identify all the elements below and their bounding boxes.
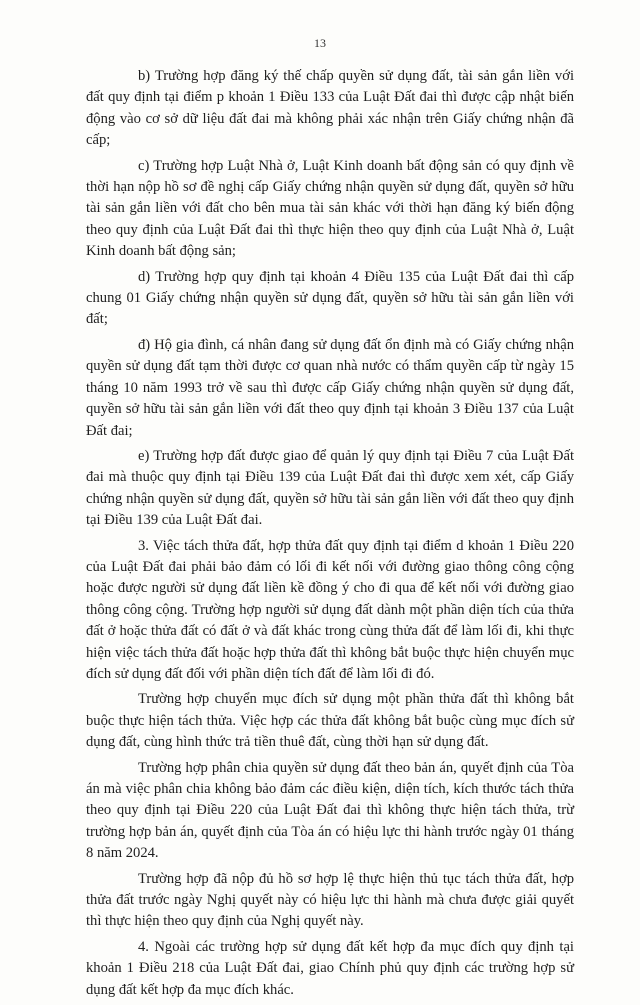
paragraph-3: 3. Việc tách thửa đất, hợp thửa đất quy định tại điểm d khoản 1 Điều 220 của Luật Đất đai phải bảo đảm có lối đi kết nối với đường giao thông công cộng hoặc được người sử dụng đất liền kề đồng ý cho đi qua để kết nối với đường giao thông công cộng. Trường hợp người sử dụng đất dành một phần diện tích của thửa đất ở hoặc thửa đất có đất ở và đất khác trong cùng thửa đất để làm lối đi, khi thực hiện việc tách thửa đất hoặc hợp thửa đất thì không bắt buộc thực hiện chuyển mục đích sử dụng đất đối với phần diện tích đất để làm lối đi đó. — [86, 537, 574, 682]
paragraph-3-part-4: Trường hợp đã nộp đủ hồ sơ hợp lệ thực hiện thủ tục tách thửa đất, hợp thửa đất trước ngày Nghị quyết này có hiệu lực thi hành mà chưa được giải quyết thì thực hiện theo quy định của Nghị quyết này. — [86, 870, 574, 930]
paragraph-b: b) Trường hợp đăng ký thế chấp quyền sử dụng đất, tài sản gắn liền với đất quy định tại điểm p khoản 1 Điều 133 của Luật Đất đai thì được cập nhật biến động vào cơ sở dữ liệu đất đai mà không phải xác nhận trên Giấy chứng nhận đã cấp; — [86, 68, 574, 149]
paragraph-3-part-2: Trường hợp chuyển mục đích sử dụng một phần thửa đất thì không bắt buộc thực hiện tách thửa. Việc hợp các thửa đất không bắt buộc cùng mục đích sử dụng đất, cùng hình thức trả tiền thuê đất, cùng thời hạn sử dụng đất. — [86, 691, 574, 751]
paragraph-3-part-3: Trường hợp phân chia quyền sử dụng đất theo bản án, quyết định của Tòa án mà việc phân chia không bảo đảm các điều kiện, diện tích, kích thước tách thửa theo quy định tại Điều 220 của Luật Đất đai thì không thực hiện tách thửa, trừ trường hợp bản án, quyết định của Tòa án có hiệu lực thi hành trước ngày 01 tháng 8 năm 2024. — [86, 759, 574, 862]
paragraph-c: c) Trường hợp Luật Nhà ở, Luật Kinh doanh bất động sản có quy định về thời hạn nộp hồ sơ đề nghị cấp Giấy chứng nhận quyền sử dụng đất, quyền sở hữu tài sản gắn liền với đất cho bên mua tài sản khác với thời hạn đăng ký biến động theo quy định của Luật Đất đai thì thực hiện theo quy định của Luật Nhà ở, Luật Kinh doanh bất động sản; — [86, 157, 574, 260]
paragraph-d: d) Trường hợp quy định tại khoản 4 Điều 135 của Luật Đất đai thì cấp chung 01 Giấy chứng nhận quyền sử dụng đất, quyền sở hữu tài sản gắn liền với đất; — [86, 268, 574, 328]
paragraph-4: 4. Ngoài các trường hợp sử dụng đất kết hợp đa mục đích quy định tại khoản 1 Điều 218 của Luật Đất đai, giao Chính phủ quy định các trường hợp sử dụng đất kết hợp đa mục đích khác. — [86, 938, 574, 998]
page-number: 13 — [314, 36, 326, 50]
paragraph-dd: đ) Hộ gia đình, cá nhân đang sử dụng đất ổn định mà có Giấy chứng nhận quyền sử dụng đất tạm thời được cơ quan nhà nước có thẩm quyền cấp từ ngày 15 tháng 10 năm 1993 trở về sau thì được cấp Giấy chứng nhận quyền sử dụng đất, quyền sở hữu tài sản gắn liền với đất theo quy định tại khoản 3 Điều 137 của Luật Đất đai; — [86, 336, 574, 439]
document-body — [86, 66, 574, 1005]
paragraph-e: e) Trường hợp đất được giao để quản lý quy định tại Điều 7 của Luật Đất đai mà thuộc quy định tại Điều 139 của Luật Đất đai thì được xem xét, cấp Giấy chứng nhận quyền sử dụng đất, quyền sở hữu tài sản gắn liền với đất theo quy định tại Điều 139 của Luật Đất đai. — [86, 447, 574, 529]
